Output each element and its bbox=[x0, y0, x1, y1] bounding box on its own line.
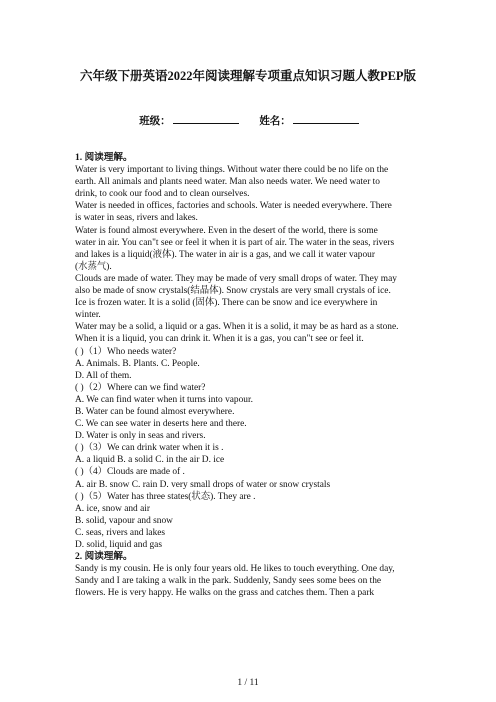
text-line: D. All of them. bbox=[75, 370, 132, 381]
text-line: Ice is frozen water. It is a solid (固体). There can be snow and ice everywhere in bbox=[75, 298, 378, 309]
name-blank bbox=[293, 114, 359, 124]
text-line: B. solid, vapour and snow bbox=[75, 515, 173, 526]
text-line: (水蒸气). bbox=[75, 261, 112, 272]
class-blank bbox=[173, 114, 239, 124]
text-line: D. Water is only in seas and rivers. bbox=[75, 431, 206, 442]
text-line: A. We can find water when it turns into vapour. bbox=[75, 394, 253, 405]
text-line: Sandy is my cousin. He is only four years old. He likes to touch everything. One day, bbox=[75, 564, 395, 575]
text-line: A. ice, snow and air bbox=[75, 503, 150, 514]
text-line: A. a liquid B. a solid C. in the air D. ice bbox=[75, 455, 225, 466]
reading-content bbox=[75, 152, 425, 599]
section-heading: 1. 阅读理解。 bbox=[75, 152, 133, 163]
text-line: ( )（1）Who needs water? bbox=[75, 346, 177, 357]
text-line: Water is very important to living things. Without water there could be no life on the bbox=[75, 165, 389, 176]
text-line: earth. All animals and plants need water. Man also needs water. We need water to bbox=[75, 177, 380, 188]
text-line: winter. bbox=[75, 310, 101, 321]
text-line: C. seas, rivers and lakes bbox=[75, 527, 166, 538]
text-line: ( )（3）We can drink water when it is . bbox=[75, 443, 224, 454]
document-title: 六年级下册英语2022年阅读理解专项重点知识习题人教PEP版 bbox=[79, 69, 417, 83]
class-label: 班级： bbox=[139, 116, 171, 127]
text-line: C. We can see water in deserts here and there. bbox=[75, 419, 247, 430]
name-label: 姓名： bbox=[259, 116, 291, 127]
text-line: Water is needed in offices, factories and schools. Water is needed everywhere. There bbox=[75, 201, 392, 212]
text-line: A. air B. snow C. rain D. very small drops of water or snow crystals bbox=[75, 479, 331, 490]
text-line: B. Water can be found almost everywhere. bbox=[75, 406, 235, 417]
section-heading: 2. 阅读理解。 bbox=[75, 551, 133, 563]
text-line: ( )（4）Clouds are made of . bbox=[75, 467, 185, 478]
text-line: ( )（5）Water has three states(状态). They are . bbox=[75, 491, 256, 502]
text-line: Water may be a solid, a liquid or a gas. When it is a solid, it may be as hard as a stone. bbox=[75, 322, 399, 333]
text-line: Sandy and I are taking a walk in the park. Suddenly, Sandy sees some bees on the bbox=[75, 576, 382, 587]
text-line: and lakes is a liquid(液体). The water in air is a gas, and we call it water vapour bbox=[75, 249, 375, 260]
text-line: D. solid, liquid and gas bbox=[75, 540, 162, 550]
text-line: drink, to cook our food and to clean ourselves. bbox=[75, 189, 250, 200]
text-line: When it is a liquid, you can drink it. When it is a gas, you can"t see or feel it. bbox=[75, 334, 364, 345]
text-line: water in air. You can"t see or feel it when it is part of air. The water in the seas, rivers bbox=[75, 237, 395, 248]
text-line: ( )（2）Where can we find water? bbox=[75, 382, 206, 393]
text-line: also be made of snow crystals(结晶体). Snow crystals are very small crystals of ice. bbox=[75, 286, 391, 297]
page-number: 1 / 11 bbox=[237, 678, 259, 688]
text-line: Water is found almost everywhere. Even in the desert of the world, there is some bbox=[75, 225, 378, 236]
text-line: is water in seas, rivers and lakes. bbox=[75, 213, 198, 224]
text-line: flowers. He is very happy. He walks on the grass and catches them. Then a park bbox=[75, 588, 375, 599]
text-line: Clouds are made of water. They may be made of very small drops of water. They may bbox=[75, 273, 397, 284]
text-line: A. Animals. B. Plants. C. People. bbox=[75, 358, 200, 369]
student-info-row bbox=[0, 113, 496, 128]
